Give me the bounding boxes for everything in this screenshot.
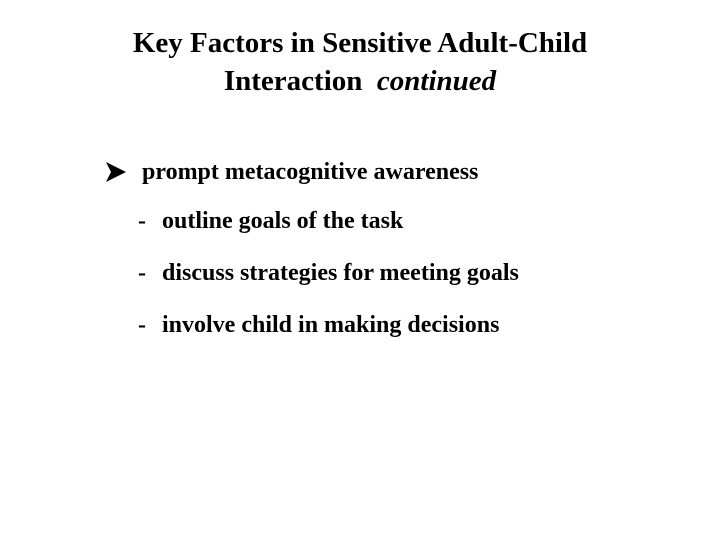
main-bullet <box>104 154 478 190</box>
sub-item-text: discuss strategies for meeting goals <box>162 260 519 286</box>
title-continued-label: continued <box>376 65 497 97</box>
sub-item-marker: - <box>138 208 146 234</box>
sub-item <box>138 205 403 237</box>
sub-item <box>138 257 519 289</box>
sub-item <box>138 309 499 341</box>
sub-item-text: outline goals of the task <box>162 208 404 234</box>
sub-item-marker: - <box>138 260 146 286</box>
arrow-bullet-icon <box>104 160 128 184</box>
sub-item-text: involve child in making decisions <box>162 312 500 338</box>
title-line-1: Key Factors in Sensitive Adult-Child <box>132 27 588 59</box>
title-line-2-text: Interaction <box>223 65 363 97</box>
title-line-2 <box>0 62 720 100</box>
sub-item-marker: - <box>138 312 146 338</box>
main-bullet-text: prompt metacognitive awareness <box>142 158 479 185</box>
slide-title <box>0 24 720 100</box>
